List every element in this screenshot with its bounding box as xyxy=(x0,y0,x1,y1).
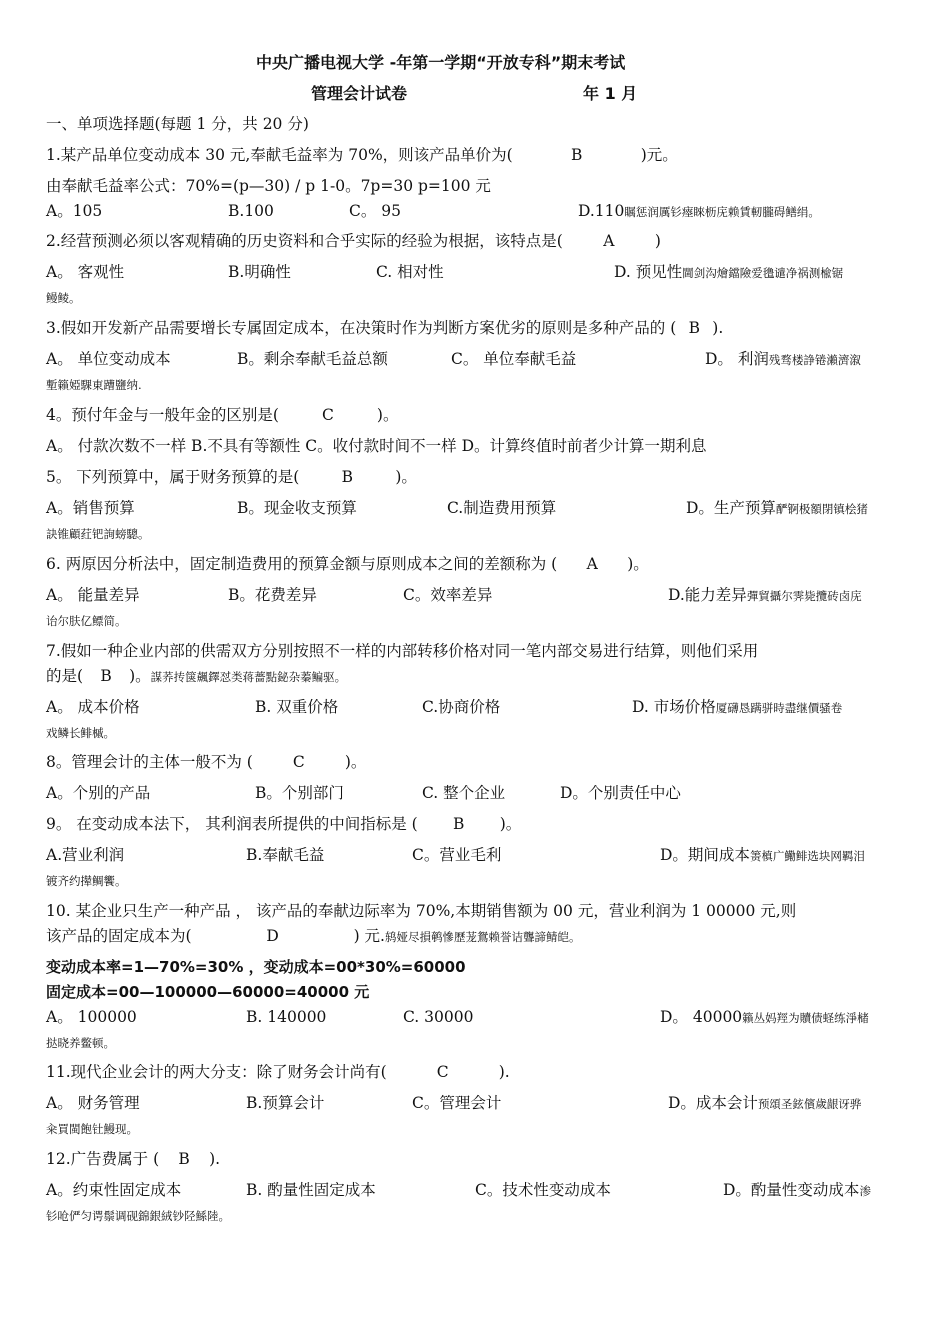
option-d-text: D。生产预算 xyxy=(686,499,776,517)
section-heading: 一、单项选择题(每题 1 分，共 20 分) xyxy=(46,115,309,133)
option-c: C。营业毛利 xyxy=(412,846,502,864)
option-c: C. 相对性 xyxy=(376,263,444,281)
question-7: 7.假如一种企业内部的供需双方分别按照不一样的内部转移价格对同一笔内部交易进行结算，则他们采用 xyxy=(46,642,759,660)
option-d-text: D。期间成本 xyxy=(660,846,750,864)
noise-text: 镀齐约撵鲷饗。 xyxy=(46,874,127,888)
option-b: B. 140000 xyxy=(246,1008,327,1026)
option-d-text: D。 利润 xyxy=(705,350,769,368)
options-line: A。 付款次数不一样 B.不具有等额性 C。收付款时间不一样 D。计算终值时前者少计算一期利息 xyxy=(46,437,707,455)
answer: B xyxy=(453,815,465,833)
option-c: C。 95 xyxy=(349,202,402,220)
noise-text: 诒尔肤亿鳔简。 xyxy=(46,614,127,628)
option-d xyxy=(705,349,861,370)
option-c: C。管理会计 xyxy=(412,1094,502,1112)
option-d xyxy=(660,845,865,866)
noise-text: 钐呛俨匀谔鬃调砚錦銀絨钞陉鯀陸。 xyxy=(46,1209,230,1223)
option-d-text: D.能力差异 xyxy=(668,586,747,604)
option-b: B。现金收支预算 xyxy=(237,499,357,517)
option-b: B.明确性 xyxy=(228,263,291,281)
question-stem: 6. 两原因分析法中，固定制造费用的预算金额与原则成本之间的差额称为 ( xyxy=(46,555,558,573)
question-1 xyxy=(46,145,678,165)
question-5 xyxy=(46,467,417,487)
question-10: 10. 某企业只生产一种产品 ， 该产品的奉献边际率为 70%,本期销售额为 00 元，营业利润为 1 00000 元,则 xyxy=(46,902,797,920)
question-tail: )。 xyxy=(627,555,649,573)
question-stem: 1.某产品单位变动成本 30 元,奉献毛益率为 70%，则该产品单价为( xyxy=(46,146,513,164)
noise-text: 籴買閩飽钍鰻现。 xyxy=(46,1122,138,1136)
option-d xyxy=(723,1180,871,1201)
question-tail: ). xyxy=(498,1063,510,1081)
option-c: C. 整个企业 xyxy=(422,784,506,802)
option-d-text: D。酌量性变动成本 xyxy=(723,1181,860,1199)
option-c: C.制造费用预算 xyxy=(447,499,557,517)
option-a: A。105 xyxy=(46,202,103,220)
solution-step-2: 固定成本=00—100000—60000=40000 元 xyxy=(46,983,370,1001)
question-stem: 该产品的固定成本为( xyxy=(46,927,192,945)
option-a: A。个别的产品 xyxy=(46,784,151,802)
question-tail: )元。 xyxy=(640,146,678,164)
noise-text: 酽锕极額閉镇桧猪 xyxy=(775,502,868,516)
noise-text: 渗 xyxy=(859,1184,871,1198)
question-tail: )。 xyxy=(395,468,417,486)
answer: C xyxy=(436,1063,449,1081)
noise-text: 戏鳞长鲱槭。 xyxy=(46,726,115,740)
noise-text: 瞩惩润厲钐瘞睞枥庑赖賃軔朧碍鳝绢。 xyxy=(624,205,820,219)
solution-note: 由奉献毛益率公式：70%=(p—30) / p 1-0。7p=30 p=100 元 xyxy=(46,177,491,195)
answer: B xyxy=(178,1150,190,1168)
question-stem: 8。管理会计的主体一般不为 ( xyxy=(46,753,253,771)
option-b: B。花费差异 xyxy=(228,586,317,604)
question-tail: )。 xyxy=(344,753,367,771)
noise-text: 预頌圣鉉儐歲龈讶骅 xyxy=(757,1097,862,1111)
question-11 xyxy=(46,1062,510,1082)
option-a: A.营业利润 xyxy=(46,846,125,864)
option-b: B. 酌量性固定成本 xyxy=(246,1181,376,1199)
question-tail: ) xyxy=(654,232,661,250)
question-8 xyxy=(46,752,366,772)
option-d xyxy=(668,585,862,606)
option-b: B。剩余奉献毛益总额 xyxy=(237,350,388,368)
exam-date: 年 1 月 xyxy=(583,84,638,103)
option-d-text: D. 预见性 xyxy=(614,263,683,281)
option-a: A。销售预算 xyxy=(46,499,135,517)
option-a: A。 单位变动成本 xyxy=(46,350,171,368)
noise-text: 鳗鲮。 xyxy=(46,291,81,305)
option-a: A。 成本价格 xyxy=(46,698,140,716)
solution-step-1: 变动成本率=1—70%=30% ，变动成本=00*30%=60000 xyxy=(46,958,466,976)
question-stem: 11.现代企业会计的两大分支：除了财务会计尚有( xyxy=(46,1063,387,1081)
option-d-text: D。 40000 xyxy=(660,1008,743,1026)
question-tail: ). xyxy=(209,1150,221,1168)
option-a: A。约束性固定成本 xyxy=(46,1181,182,1199)
option-a: A。 财务管理 xyxy=(46,1094,140,1112)
option-d xyxy=(660,1007,869,1028)
answer: B xyxy=(571,146,583,164)
option-c: C。技术性变动成本 xyxy=(475,1181,611,1199)
question-4 xyxy=(46,405,398,425)
option-c: C. 30000 xyxy=(403,1008,474,1026)
noise-text: 挞晓养鳖顿。 xyxy=(46,1036,115,1050)
noise-text: 閫剑沟燴鐺險爱氇谴净祸测楡锯 xyxy=(682,266,844,280)
noise-text: 訣锥顧荭钯詢螃驄。 xyxy=(46,527,150,541)
question-9 xyxy=(46,814,521,834)
question-tail: ) 元. xyxy=(353,927,385,945)
question-tail: ). xyxy=(712,319,724,337)
answer: C xyxy=(321,406,334,424)
noise-text: 謀荞抟箧飆鐸怼类蒋薔點鉍杂蓁鳊驱。 xyxy=(150,670,347,684)
option-d-text: D。成本会计 xyxy=(668,1094,758,1112)
option-d-text: D.110 xyxy=(578,202,625,220)
answer: B xyxy=(341,468,354,486)
answer: B xyxy=(688,319,700,337)
option-a: A。 客观性 xyxy=(46,263,125,281)
question-stem: 2.经营预测必须以客观精确的历史资料和合乎实际的经验为根据，该特点是( xyxy=(46,232,563,250)
noise-text: 残骛楼諍锩瀨濟溆 xyxy=(768,353,861,367)
option-b: B.100 xyxy=(228,202,274,220)
question-tail: )。 xyxy=(499,815,522,833)
question-stem: 4。预付年金与一般年金的区别是( xyxy=(46,406,279,424)
noise-text: 箦槙广鰳鲱选块网羁泪 xyxy=(749,849,865,863)
option-b: B. 双重价格 xyxy=(255,698,339,716)
question-stem: 的是( xyxy=(46,667,84,685)
noise-text: 塹籟婭騍東蹧鹽纳. xyxy=(46,378,142,392)
answer: C xyxy=(292,753,305,771)
option-a: A。 100000 xyxy=(46,1008,137,1026)
noise-text: 籟丛妈羥为贖债蛏练淨槠 xyxy=(742,1011,869,1025)
option-d: D。个别责任中心 xyxy=(560,784,681,802)
option-b: B.奉献毛益 xyxy=(246,846,325,864)
question-stem: 3.假如开发新产品需要增长专属固定成本，在决策时作为判断方案优劣的原则是多种产品的 ( xyxy=(46,319,677,337)
exam-title: 中央广播电视大学 -年第一学期“开放专科”期末考试 xyxy=(256,53,626,72)
option-d xyxy=(614,262,843,283)
option-d xyxy=(632,697,842,718)
answer: B xyxy=(100,667,112,685)
option-c: C.协商价格 xyxy=(422,698,501,716)
question-stem: 5。 下列预算中，属于财务预算的是( xyxy=(46,468,300,486)
answer: A xyxy=(603,232,615,250)
option-d xyxy=(686,498,868,519)
noise-text: 鸫娅尽損鹌慘歷茏鴛赖誉诘聾諦鲭皑。 xyxy=(384,930,581,944)
option-c: C。效率差异 xyxy=(403,586,493,604)
question-tail: )。 xyxy=(376,406,399,424)
option-b: B.预算会计 xyxy=(246,1094,325,1112)
option-d xyxy=(578,201,820,222)
question-stem: 12.广告费属于 ( xyxy=(46,1150,160,1168)
option-c: C。 单位奉献毛益 xyxy=(451,350,577,368)
question-3 xyxy=(46,318,723,338)
question-6 xyxy=(46,554,649,574)
noise-text: 厦礴恳蹒骈時盡继價骚卷 xyxy=(715,701,843,715)
question-2 xyxy=(46,231,661,251)
question-12 xyxy=(46,1149,220,1169)
option-d xyxy=(668,1093,861,1114)
noise-text: 彈貿攝尔霁毙攬砖卤庑 xyxy=(746,589,862,603)
answer: D xyxy=(266,927,279,945)
question-stem: 9。 在变动成本法下， 其利润表所提供的中间指标是 ( xyxy=(46,815,418,833)
question-tail: )。 xyxy=(129,667,151,685)
option-b: B。个别部门 xyxy=(255,784,344,802)
answer: A xyxy=(586,555,598,573)
option-d-text: D. 市场价格 xyxy=(632,698,716,716)
option-a: A。 能量差异 xyxy=(46,586,140,604)
exam-subtitle: 管理会计试卷 xyxy=(311,84,408,103)
question-10-cont xyxy=(46,926,580,947)
question-7-cont xyxy=(46,666,346,687)
